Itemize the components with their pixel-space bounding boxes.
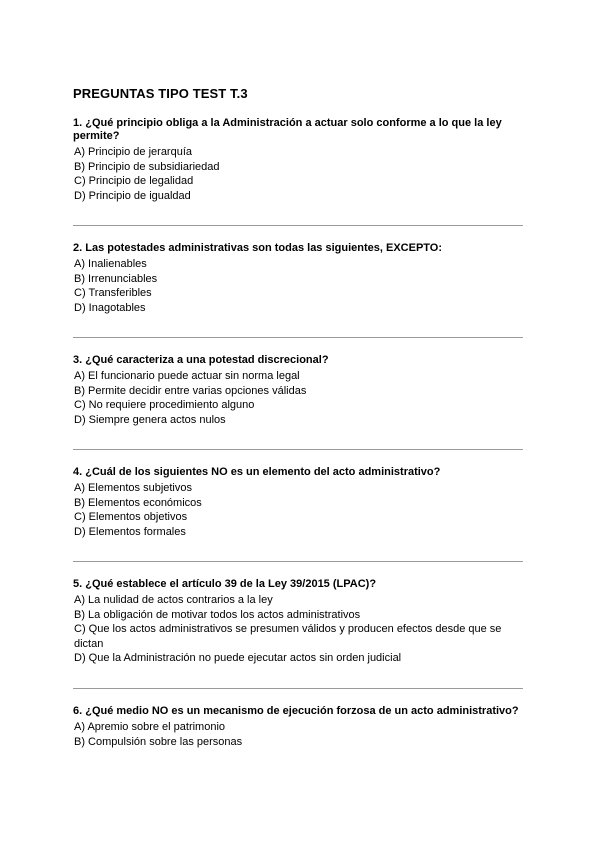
option-a: A) El funcionario puede actuar sin norma legal (74, 370, 300, 382)
option-c: C) Principio de legalidad (74, 175, 194, 188)
question-3-options (73, 369, 525, 427)
divider (73, 688, 523, 689)
question-1-options (73, 145, 525, 203)
question-3-text: 3. ¿Qué caracteriza a una potestad discrecional? (73, 354, 329, 366)
question-2-options (73, 257, 525, 315)
question-1 (73, 117, 525, 203)
option-b: B) Permite decidir entre varias opciones válidas (74, 384, 307, 397)
option-a: A) Inalienables (74, 258, 147, 270)
option-b: B) Principio de subsidiariedad (74, 160, 220, 173)
option-b: B) La obligación de motivar todos los actos administrativos (74, 608, 361, 621)
question-1-text: 1. ¿Qué principio obliga a la Administración a actuar solo conforme a lo que la ley permite? (73, 117, 502, 142)
option-d: D) Inagotables (74, 301, 146, 314)
option-b: B) Irrenunciables (74, 272, 158, 285)
document-title: PREGUNTAS TIPO TEST T.3 (73, 86, 248, 101)
question-3 (73, 354, 525, 427)
question-5-options (73, 593, 525, 666)
option-d: D) Principio de igualdad (74, 189, 191, 202)
divider (73, 225, 523, 226)
question-6 (73, 705, 525, 749)
option-a: A) Apremio sobre el patrimonio (74, 721, 226, 733)
option-c: C) No requiere procedimiento alguno (74, 399, 255, 412)
option-b: B) Compulsión sobre las personas (74, 735, 243, 748)
divider (73, 337, 523, 338)
option-c: C) Que los actos administrativos se presumen válidos y producen efectos desde que se dictan (74, 623, 502, 650)
question-6-options (73, 720, 525, 749)
question-2 (73, 242, 525, 315)
option-c: C) Transferibles (74, 287, 152, 300)
question-5-text: 5. ¿Qué establece el artículo 39 de la Ley 39/2015 (LPAC)? (73, 578, 377, 590)
option-a: A) Principio de jerarquía (74, 146, 193, 158)
option-a: A) Elementos subjetivos (74, 482, 192, 494)
question-4-text: 4. ¿Cuál de los siguientes NO es un elemento del acto administrativo? (73, 466, 441, 478)
option-b: B) Elementos económicos (74, 496, 202, 509)
question-4-options (73, 481, 525, 539)
question-5 (73, 578, 525, 666)
divider (73, 561, 523, 562)
option-d: D) Siempre genera actos nulos (74, 413, 226, 426)
option-c: C) Elementos objetivos (74, 511, 188, 524)
option-a: A) La nulidad de actos contrarios a la ley (74, 594, 273, 606)
question-4 (73, 466, 525, 539)
question-6-text: 6. ¿Qué medio NO es un mecanismo de ejecución forzosa de un acto administrativo? (73, 705, 519, 717)
option-d: D) Que la Administración no puede ejecutar actos sin orden judicial (74, 652, 402, 665)
option-d: D) Elementos formales (74, 525, 186, 538)
divider (73, 449, 523, 450)
question-2-text: 2. Las potestades administrativas son todas las siguientes, EXCEPTO: (73, 242, 443, 254)
